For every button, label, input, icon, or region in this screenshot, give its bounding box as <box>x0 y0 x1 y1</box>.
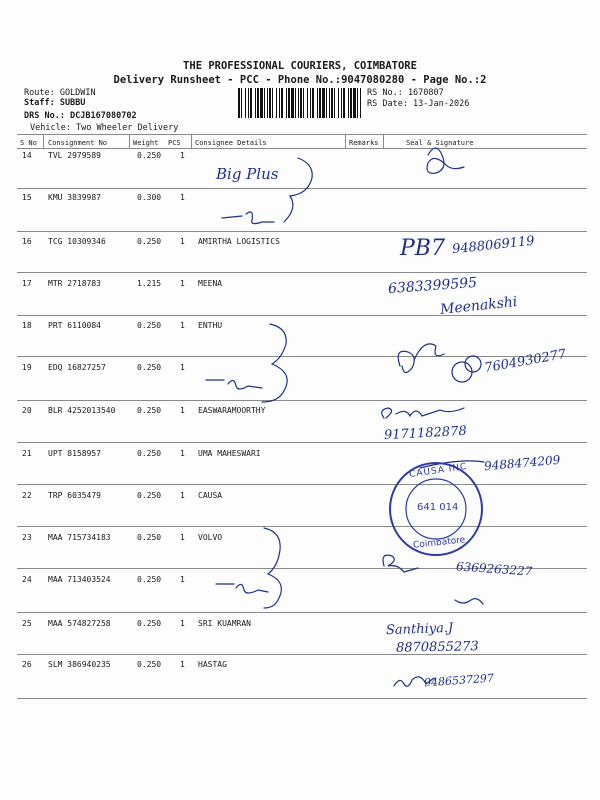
company-stamp <box>387 460 485 558</box>
row-consignee: ENTHU <box>198 321 223 330</box>
row-sno: 21 <box>22 449 32 458</box>
handwritten-note: Big Plus <box>216 165 279 183</box>
barcode-bar <box>238 88 240 118</box>
col-divider <box>345 134 346 148</box>
signature-scribble <box>382 408 464 418</box>
barcode-bar <box>241 88 242 118</box>
row-consignment: MAA 713403524 <box>48 575 111 584</box>
barcode-bar <box>338 88 339 118</box>
row-consignment: MAA 715734183 <box>48 533 111 542</box>
handwritten-name: Meenakshi <box>439 293 519 319</box>
row-rule <box>17 400 587 401</box>
row-sno: 24 <box>22 575 32 584</box>
row-rule <box>17 612 587 613</box>
stamp-bottom-text: Coimbatore <box>412 535 466 551</box>
row-pcs: 1 <box>180 406 185 415</box>
vehicle-label: Vehicle: Two Wheeler Delivery <box>30 123 179 133</box>
barcode-bar <box>317 88 318 118</box>
col-divider <box>129 134 130 148</box>
barcode-bar <box>303 88 304 118</box>
row-rule <box>17 698 587 699</box>
barcode-bar <box>343 88 345 118</box>
row-sno: 19 <box>22 363 32 372</box>
row-weight: 0.250 <box>137 449 162 458</box>
barcode-bar <box>286 88 287 118</box>
row-consignment: SLM 386940235 <box>48 660 111 669</box>
barcode-bar <box>312 88 314 118</box>
table-top-rule <box>17 134 587 135</box>
col-header-consignment: Consignment No <box>48 139 108 147</box>
row-rule <box>17 272 587 273</box>
barcode-bar <box>329 88 330 118</box>
row-sno: 26 <box>22 660 32 669</box>
row-rule <box>17 442 587 443</box>
handwritten-phone: 9171182878 <box>383 423 468 444</box>
col-header-weight: Weight <box>133 139 159 147</box>
barcode-bar <box>319 88 321 118</box>
row-consignment: KMU 3839987 <box>48 193 101 202</box>
row-pcs: 1 <box>180 575 185 584</box>
row-rule <box>17 356 587 357</box>
row-sno: 17 <box>22 279 32 288</box>
barcode-bar <box>245 88 246 118</box>
stamp-top-text: CAUSA INC <box>408 461 469 481</box>
barcode-bar <box>257 88 259 118</box>
col-header-remarks: Remarks <box>349 139 379 147</box>
barcode-bar <box>264 88 265 118</box>
row-rule <box>17 484 587 485</box>
row-consignment: PRT 6110084 <box>48 321 101 330</box>
col-header-consignee: Consignee Details <box>195 139 267 147</box>
col-header-sno: S No <box>20 139 37 147</box>
barcode-bar <box>350 88 352 118</box>
row-consignee: CAUSA <box>198 491 223 500</box>
row-pcs: 1 <box>180 193 185 202</box>
row-sno: 14 <box>22 151 32 160</box>
handwritten-phone: 9488069119 <box>451 233 536 258</box>
row-rule <box>17 654 587 655</box>
document-subtitle: Delivery Runsheet - PCC - Phone No.:9047080280 - Page No.:2 <box>113 74 487 86</box>
barcode-bar <box>281 88 283 118</box>
barcode-bar <box>326 88 327 118</box>
signature-scribble <box>284 158 312 222</box>
col-header-seal: Seal & Signature <box>406 139 474 147</box>
row-weight: 0.250 <box>137 321 162 330</box>
signature-scribble <box>216 584 268 593</box>
barcode-bar <box>360 88 361 118</box>
row-consignee: EASWARAMOORTHY <box>198 406 266 415</box>
barcode-bar <box>341 88 342 118</box>
row-weight: 0.250 <box>137 619 162 628</box>
row-weight: 0.250 <box>137 237 162 246</box>
col-divider <box>383 134 384 148</box>
barcode-bar <box>288 88 290 118</box>
col-divider <box>43 134 44 148</box>
row-rule <box>17 231 587 232</box>
barcode-bar <box>276 88 277 118</box>
row-consignment: TVL 2979589 <box>48 151 101 160</box>
row-weight: 0.250 <box>137 363 162 372</box>
row-sno: 22 <box>22 491 32 500</box>
stamp-code: 641 014 <box>417 502 459 513</box>
row-consignee: AMIRTHA LOGISTICS <box>198 237 280 246</box>
row-rule <box>17 188 587 189</box>
row-pcs: 1 <box>180 237 185 246</box>
barcode-bar <box>260 88 263 118</box>
barcode-bar <box>267 88 268 118</box>
barcode-bar <box>353 88 356 118</box>
barcode-bar <box>248 88 249 118</box>
barcode-bar <box>291 88 294 118</box>
signature-scribble <box>465 356 481 372</box>
handwritten-name: Santhiya.J <box>385 620 454 639</box>
barcode-bar <box>331 88 333 118</box>
staff-label: Staff: SUBBU <box>24 98 86 108</box>
signature-scribble <box>262 324 287 402</box>
row-consignment: EDQ 16827257 <box>48 363 106 372</box>
barcode-bar <box>295 88 296 118</box>
document-title: THE PROFESSIONAL COURIERS, COIMBATORE <box>183 60 417 72</box>
barcode-bar <box>298 88 299 118</box>
barcode-bar <box>334 88 335 118</box>
row-pcs: 1 <box>180 533 185 542</box>
signature-scribble <box>427 148 464 173</box>
barcode-bar <box>307 88 308 118</box>
row-consignment: TCG 10309346 <box>48 237 106 246</box>
row-consignment: BLR 4252013540 <box>48 406 116 415</box>
row-pcs: 1 <box>180 660 185 669</box>
row-weight: 0.250 <box>137 575 162 584</box>
drs-number: DRS No.: DCJB167080702 <box>24 111 137 121</box>
row-sno: 15 <box>22 193 32 202</box>
row-rule <box>17 315 587 316</box>
route-label: Route: GOLDWIN <box>24 88 96 98</box>
row-sno: 25 <box>22 619 32 628</box>
barcode-graphic <box>238 88 362 118</box>
handwritten-phone: 6383399595 <box>387 274 478 298</box>
row-pcs: 1 <box>180 321 185 330</box>
signature-scribble <box>398 344 444 373</box>
handwritten-phone: 7604930277 <box>483 346 568 377</box>
barcode-bar <box>310 88 311 118</box>
row-weight: 0.300 <box>137 193 162 202</box>
row-consignee: SRI KUAMRAN <box>198 619 251 628</box>
row-sno: 18 <box>22 321 32 330</box>
signature-scribble <box>222 212 274 224</box>
row-weight: 0.250 <box>137 491 162 500</box>
row-pcs: 1 <box>180 363 185 372</box>
row-sno: 23 <box>22 533 32 542</box>
row-rule <box>17 526 587 527</box>
row-weight: 0.250 <box>137 151 162 160</box>
signature-scribble <box>452 362 472 382</box>
handwritten-phone: 9488474209 <box>483 452 561 474</box>
row-weight: 0.250 <box>137 533 162 542</box>
barcode-bar <box>279 88 280 118</box>
row-pcs: 1 <box>180 491 185 500</box>
row-weight: 0.250 <box>137 660 162 669</box>
row-consignment: TRP 6035479 <box>48 491 101 500</box>
row-consignee: VOLVO <box>198 533 223 542</box>
handwritten-phone: 6369263227 <box>455 559 533 579</box>
barcode-bar <box>348 88 349 118</box>
handwritten-phone: 9486537297 <box>423 671 495 690</box>
rs-date: RS Date: 13-Jan-2026 <box>367 99 470 109</box>
row-consignee: MEENA <box>198 279 223 288</box>
barcode-bar <box>357 88 358 118</box>
table-header-rule <box>17 148 587 149</box>
col-header-pcs: PCS <box>168 139 181 147</box>
row-pcs: 1 <box>180 619 185 628</box>
row-consignee: UMA MAHESWARI <box>198 449 261 458</box>
row-consignment: UPT 8158957 <box>48 449 101 458</box>
row-weight: 0.250 <box>137 406 162 415</box>
row-pcs: 1 <box>180 279 185 288</box>
handwritten-initials: PB7 <box>400 236 445 261</box>
col-divider <box>191 134 192 148</box>
row-pcs: 1 <box>180 151 185 160</box>
row-consignment: MTR 2718783 <box>48 279 101 288</box>
barcode-bar <box>255 88 256 118</box>
signature-scribble <box>206 380 262 389</box>
row-weight: 1.215 <box>137 279 162 288</box>
row-consignment: MAA 574827258 <box>48 619 111 628</box>
row-consignee: HASTAG <box>198 660 227 669</box>
barcode-bar <box>272 88 273 118</box>
barcode-bar <box>322 88 325 118</box>
rs-number: RS No.: 1670807 <box>367 88 444 98</box>
row-sno: 20 <box>22 406 32 415</box>
handwritten-phone: 8870855273 <box>395 639 479 656</box>
row-pcs: 1 <box>180 449 185 458</box>
row-sno: 16 <box>22 237 32 246</box>
barcode-bar <box>250 88 252 118</box>
barcode-bar <box>269 88 271 118</box>
barcode-bar <box>300 88 302 118</box>
signature-scribble <box>455 599 483 604</box>
